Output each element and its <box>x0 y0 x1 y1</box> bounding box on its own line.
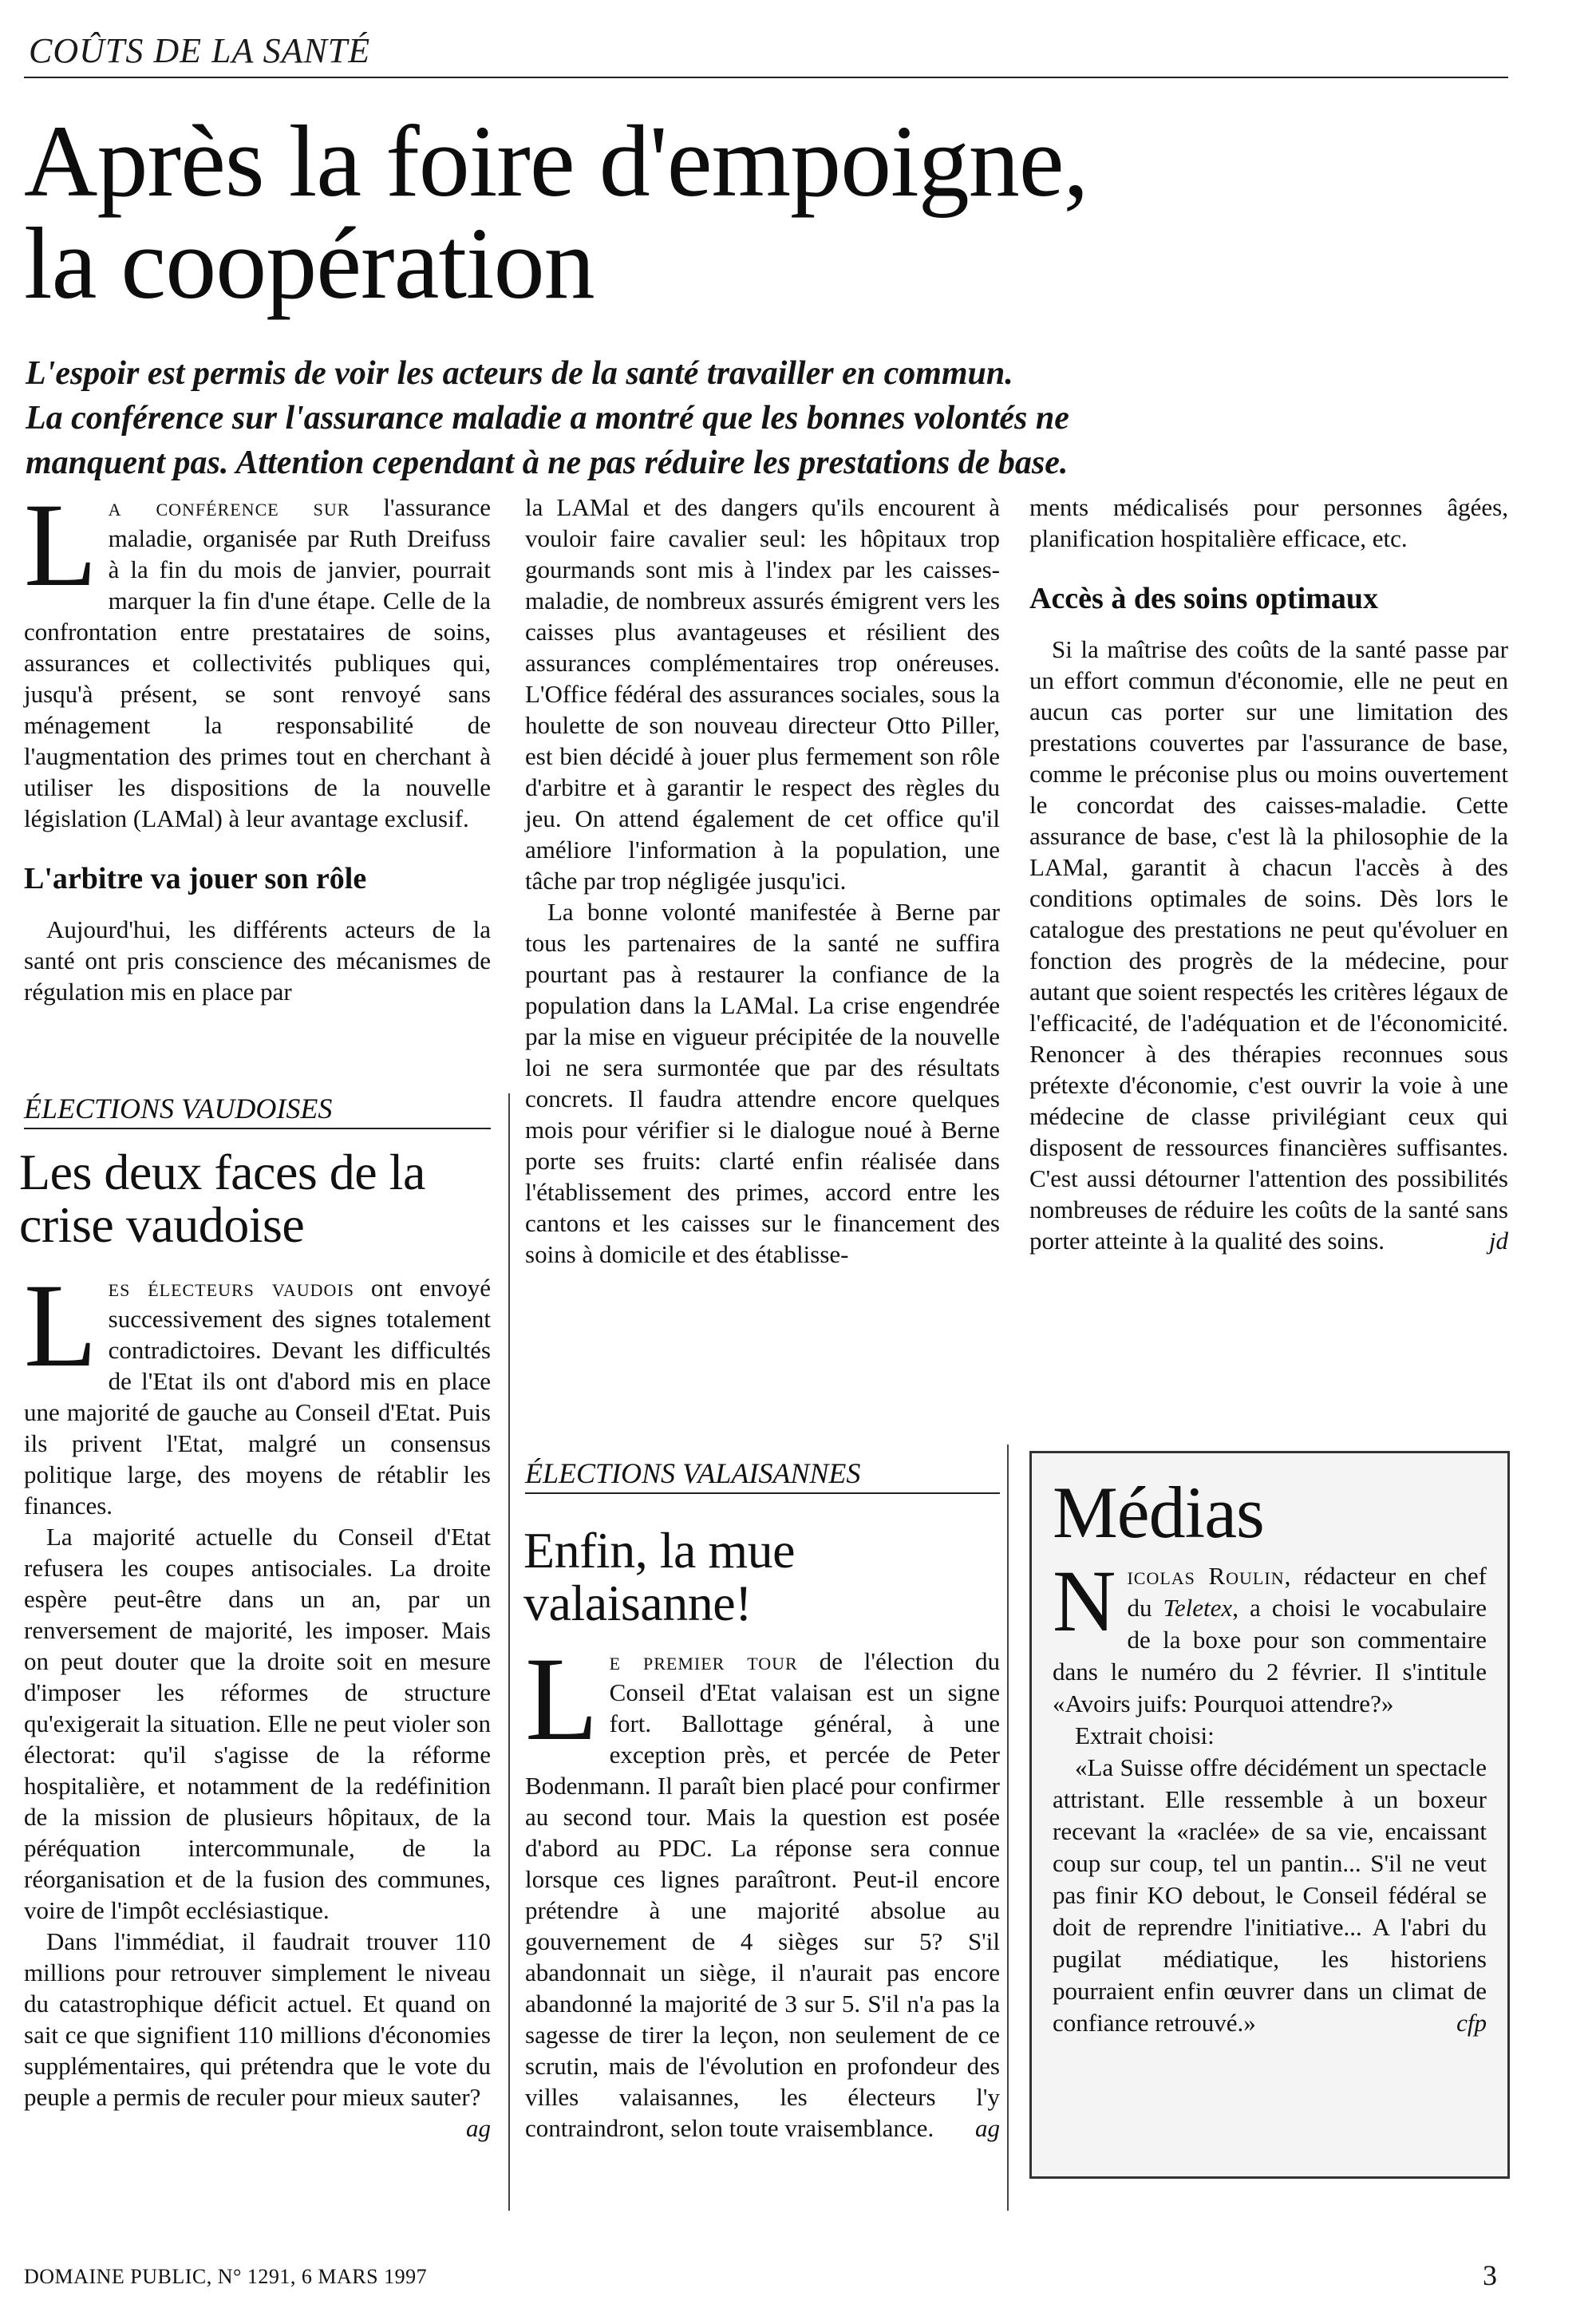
header-rule <box>24 77 1508 78</box>
medias-box <box>1029 1451 1510 2179</box>
lead-line-3: manquent pas. Attention cependant à ne pas réduire les prestations de base. <box>26 445 1069 481</box>
valais-paragraph-1 <box>525 1633 1000 2144</box>
valais-title-line-2: valaisanne! <box>523 1575 752 1631</box>
headline <box>24 105 1508 320</box>
main-article-paragraph-3-end: ments médicalisés pour personnes âgées, planification hospitalière efficace, etc. <box>1029 493 1508 552</box>
quote-text: «La Suisse offre décidément un spectacle attristant. Elle ressemble à un boxeur recevant la «raclée» de sa vie, encaissant coup sur coup, tel un pantin... S'il ne veut pas finir KO debout, le Conseil fédéral se doit de reprendre l'initiative... A l'abri du pugilat médiatique, les historiens pourraient enfin œuvrer dans un climat de confiance retrouvé.» <box>1053 1753 1487 2037</box>
opening-words: es électeurs vaudois <box>108 1274 354 1302</box>
author-signature: jd <box>1488 1227 1508 1255</box>
dropcap: N <box>1053 1552 1116 1650</box>
paragraph-text: Si la maîtrise des coûts de la santé passe par un effort commun d'économie, elle ne peut en aucun cas porter sur une limitation des prestations couvertes par l'assurance de base, comme le préconise plus ou moins ouvertement le concordat des caisses-maladie. Cette assurance de base, c'est là la philosophie de la LAMal, garantit à chacun l'accès à des conditions optimales de soins. Dès lors le catalogue des prestations ne peut qu'évoluer en fonction des progrès de la médecine, pour autant que soient respectés les critères légaux de l'efficacité, de l'adéquation et de l'économicité. Renoncer à des thérapies reconnues sous prétexte d'économie, c'est ouvrir la voie à une médecine de classe privilégiant ceux qui disposent de ressources financières suffisantes. C'est aussi détourner l'attention des possibilités nombreuses de réduire les coûts de la santé sans porter atteinte à la qualité des soins. <box>1029 635 1508 1255</box>
medias-paragraph-1 <box>1053 1552 1487 1720</box>
medias-paragraph-2: Extrait choisi: <box>1075 1721 1215 1749</box>
valais-section-label: ÉLECTIONS VALAISANNES <box>525 1457 861 1489</box>
lead-line-2: La conférence sur l'assurance maladie a montré que les bonnes volontés ne <box>26 400 1069 437</box>
section-rubric: COÛTS DE LA SANTÉ <box>29 31 371 70</box>
subhead-arbitre: L'arbitre va jouer son rôle <box>24 862 367 895</box>
vaud-title-line-1: Les deux faces de la <box>19 1144 425 1200</box>
column-divider-2 <box>1007 1445 1009 2211</box>
valais-title <box>523 1524 1002 1630</box>
main-article-paragraph-1 <box>24 479 492 834</box>
main-article-column-2 <box>525 492 1000 1270</box>
dropcap: L <box>24 1259 97 1392</box>
opening-words: icolas Roulin, <box>1127 1562 1292 1590</box>
author-signature: ag <box>466 2114 491 2142</box>
headline-line-1: Après la foire d'empoigne, <box>24 105 1088 218</box>
paragraph-text: Dans l'immédiat, il faudrait trouver 110 millions pour retrouver simplement le niveau du catastrophique déficit actuel. Et quand on sait ce que signifient 110 millions d'économies supplémentaires, qui prétendra que le vote du peuple a permis de reculer pour mieux sauter? <box>24 1927 491 2111</box>
main-article-column-1 <box>24 479 492 1007</box>
main-article-paragraph-4 <box>1029 634 1508 1256</box>
column-divider-1 <box>508 1093 510 2211</box>
valais-rule <box>525 1492 1000 1494</box>
lead-line-1: L'espoir est permis de voir les acteurs de la santé travailler en commun. <box>26 355 1013 392</box>
vaud-title-line-2: crise vaudoise <box>19 1196 305 1253</box>
paragraph-text: , a choisi le vocabulaire de la boxe pour son commentaire dans le numéro du 2 février. Il s'intitule «Avoirs juifs: Pourquoi attendre?» <box>1053 1594 1487 1717</box>
footer-publication: DOMAINE PUBLIC, N° 1291, 6 MARS 1997 <box>24 2265 428 2288</box>
valais-article-body <box>525 1633 1000 2144</box>
vaud-paragraph-1 <box>24 1259 491 1521</box>
subhead-acces-soins: Accès à des soins optimaux <box>1029 582 1379 615</box>
vaud-article-body <box>24 1259 491 2144</box>
paragraph-text: de l'élection du Conseil d'Etat valaisan est un signe fort. Ballottage général, à une exception près, et percée de Peter Bodenmann. Il paraît bien placé pour confirmer au second tour. Mais la question est posée d'abord au PDC. La réponse sera connue lorsque ces lignes paraîtront. Peut-il encore prétendre à une majorité absolue au gouvernement de 4 sièges sur 5? S'il abandonnait un siège, il n'aurait pas encore abandonné la majorité de 3 sur 5. S'il n'a pas la sagesse de tirer la leçon, non seulement de ce scrutin, mais de l'évolution en profondeur des villes valaisannes, les électeurs l'y contraindront, selon toute vraisemblance. <box>525 1647 1000 2142</box>
medias-paragraph-3 <box>1053 1752 1487 2039</box>
dropcap: L <box>24 479 97 611</box>
paragraph-text: l'assurance maladie, organisée par Ruth Dreifuss à la fin du mois de janvier, pourrait marquer la fin d'une étape. Celle de la confrontation entre prestataires de soins, assurances et collectivités publiques qui, jusqu'à présent, se sont renvoyé sans ménagement la responsabilité de l'augmentation des primes tout en cherchant à utiliser les dispositions de la nouvelle législation (LAMal) à leur avantage exclusif. <box>24 493 492 832</box>
page-number: 3 <box>1483 2259 1497 2291</box>
lead-paragraph <box>26 351 1510 485</box>
opening-words: e premier tour <box>609 1647 798 1675</box>
opening-words: a conférence sur <box>108 493 350 521</box>
valais-title-line-1: Enfin, la mue <box>523 1522 796 1579</box>
vaud-title <box>19 1146 498 1251</box>
medias-box-title: Médias <box>1053 1472 1264 1553</box>
publication-name: Teletex <box>1163 1594 1233 1622</box>
main-article-paragraph-3: La bonne volonté manifestée à Berne par tous les partenaires de la santé ne suffira pourtant pas à restaurer la confiance de la population dans la LAMal. La crise engendrée par la mise en vigueur précipitée de la nouvelle loi ne sera surmontée que par des résultats concrets. Il faudra attendre encore quelques mois pour vérifier si le dialogue noué à Berne porte ses fruits: clarté enfin réalisée dans l'établissement des primes, accord entre les cantons et les caisses sur le financement des soins à domicile et des établisse- <box>525 898 1000 1268</box>
author-signature: ag <box>975 2114 1000 2142</box>
main-article-column-3 <box>1029 492 1508 1256</box>
vaud-rule <box>24 1128 491 1129</box>
main-article-paragraph-2b: la LAMal et des dangers qu'ils encourent à vouloir faire cavalier seul: les hôpitaux trop gourmands sont mis à l'index par les caisses-maladie, de nombreux assurés émigrent vers les caisses plus avantageuses et résilient des assurances complémentaires trop onéreuses. L'Office fédéral des assurances sociales, sous la houlette de son nouveau directeur Otto Piller, est bien décidé à jouer plus fermement son rôle d'arbitre et à garantir le respect des règles du jeu. On attend également de cet office qu'il améliore l'information à la population, une tâche par trop négligée jusqu'ici. <box>525 493 1000 895</box>
vaud-paragraph-3 <box>24 1926 491 2142</box>
dropcap: L <box>525 1633 598 1765</box>
paragraph-text: ont envoyé successivement des signes totalement contradictoires. Devant les difficultés de l'Etat ils ont d'abord mis en place une majorité de gauche au Conseil d'Etat. Puis ils privent l'Etat, malgré un consensus politique large, des moyens de rétablir les finances. <box>24 1274 491 1520</box>
author-signature: cfp <box>1456 2009 1487 2037</box>
paragraph-text: rédacteur en chef du <box>1127 1562 1487 1622</box>
vaud-paragraph-2: La majorité actuelle du Conseil d'Etat refusera les coupes antisociales. La droite espère peut-être dans un an, par un renversement de majorité, les imposer. Mais on peut douter que la droite soit en mesure d'imposer les réformes de structure qu'exigerait la situation. Elle ne peut violer son électorat: qu'il s'agisse de la réforme hospitalière, et notamment de la redéfinition de la mission de plusieurs hôpitaux, de la péréquation intercommunale, de la réorganisation et de la fusion des communes, voire de l'impôt ecclésiastique. <box>24 1523 491 1924</box>
headline-line-2: la coopération <box>24 207 595 320</box>
main-article-paragraph-2a: Aujourd'hui, les différents acteurs de la santé ont pris conscience des mécanismes de régulation mis en place par <box>24 915 491 1006</box>
vaud-section-label: ÉLECTIONS VAUDOISES <box>24 1093 333 1124</box>
